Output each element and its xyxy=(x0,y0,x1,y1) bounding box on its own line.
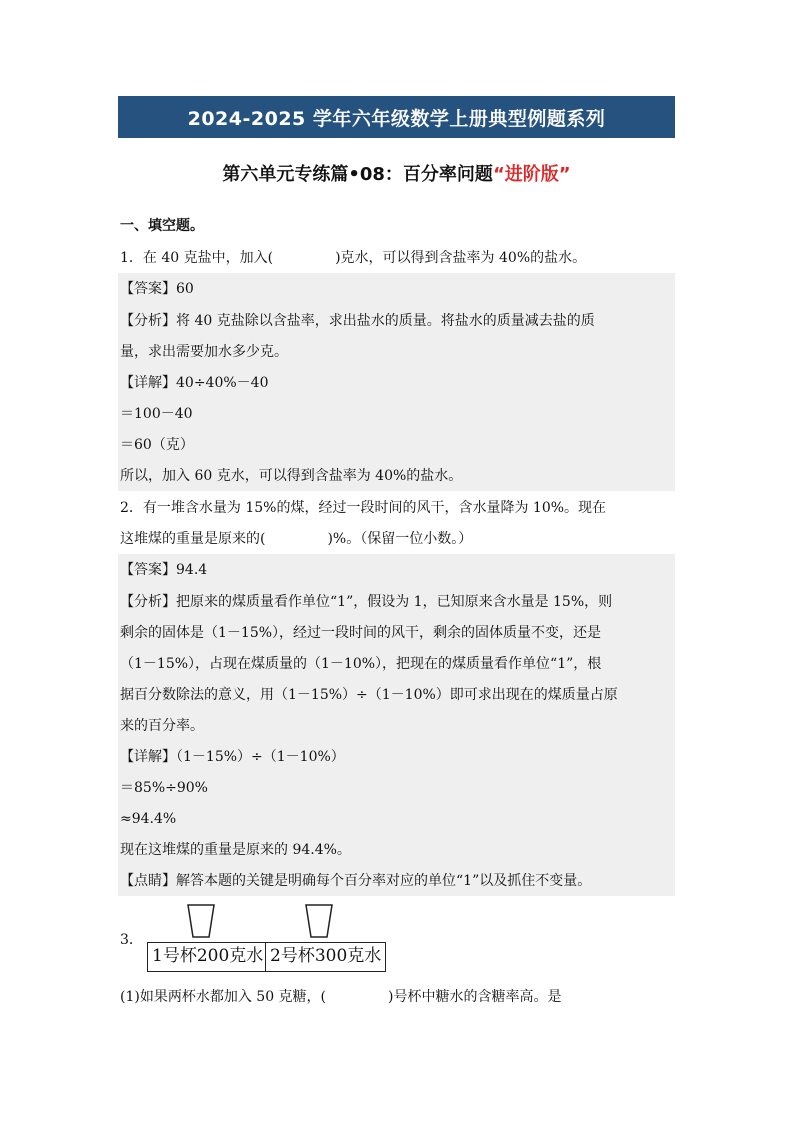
question-1-detail-line-2: ＝100－40 xyxy=(120,406,193,422)
question-2-line-1: 2．有一堆含水量为 15%的煤，经过一段时间的风干，含水量降为 10%。现在 xyxy=(120,500,607,516)
question-2-analysis-line-4: 据百分数除法的意义，用（1－15%）÷（1－10%）即可求出现在的煤质量占原 xyxy=(120,687,618,703)
question-1 xyxy=(120,248,586,268)
cup-2-icon xyxy=(305,904,333,938)
section-title: 一、填空题。 xyxy=(120,218,204,234)
subtitle-tag: “进阶版” xyxy=(492,164,571,185)
question-2-analysis-line-1: 【分析】把原来的煤质量看作单位“1”，假设为 1，已知原来含水量是 15%，则 xyxy=(120,594,613,610)
question-2-text-before: 这堆煤的重量是原来的( xyxy=(120,531,266,547)
question-2-analysis-line-2: 剩余的固体是（1－15%），经过一段时间的风干，剩余的固体质量不变，还是 xyxy=(120,625,602,641)
question-1-detail-line-3: ＝60（克） xyxy=(120,437,194,453)
cup-1-icon xyxy=(187,904,215,938)
question-1-answer: 【答案】60 xyxy=(120,281,194,297)
question-2-detail-line-2: ＝85%÷90% xyxy=(120,780,208,796)
question-2-answer: 【答案】94.4 xyxy=(120,562,208,578)
question-2-detail-line-1: 【详解】（1－15%）÷（1－10%） xyxy=(120,749,345,765)
subtitle-main: 第六单元专练篇•08：百分率问题 xyxy=(222,164,493,185)
question-2-line-2 xyxy=(120,529,472,549)
question-1-analysis-line-2: 量，求出需要加水多少克。 xyxy=(120,344,288,360)
question-2-tip: 【点睛】解答本题的关键是明确每个百分率对应的单位“1”以及抓住不变量。 xyxy=(120,873,592,889)
document-subtitle xyxy=(118,160,675,186)
question-1-detail-line-1: 【详解】40÷40%－40 xyxy=(120,375,269,391)
question-1-text-before: 1．在 40 克盐中，加入( xyxy=(120,250,274,266)
question-1-analysis-line-1: 【分析】将 40 克盐除以含盐率，求出盐水的质量。将盐水的质量减去盐的质 xyxy=(120,313,595,329)
cup-1-label: 1号杯200克水 xyxy=(147,942,268,972)
document-banner-title: 2024-2025 学年六年级数学上册典型例题系列 xyxy=(118,96,675,138)
question-2-detail-line-3: ≈94.4% xyxy=(120,811,177,827)
question-2-analysis-line-5: 来的百分率。 xyxy=(120,718,204,734)
cup-2-label: 2号杯300克水 xyxy=(265,942,386,972)
question-2-conclusion: 现在这堆煤的重量是原来的 94.4%。 xyxy=(120,842,351,858)
question-2-analysis-line-3: （1－15%），占现在煤质量的（1－10%），把现在的煤质量看作单位“1”，根 xyxy=(120,656,602,672)
question-3-sub-1 xyxy=(120,987,561,1007)
question-1-text-after: )克水，可以得到含盐率为 40%的盐水。 xyxy=(335,250,587,266)
question-1-conclusion: 所以，加入 60 克水，可以得到含盐率为 40%的盐水。 xyxy=(120,468,463,484)
question-3-sub-1-text-after: )号杯中糖水的含糖率高。是 xyxy=(388,989,562,1005)
question-3-sub-1-text-before: (1)如果两杯水都加入 50 克糖，( xyxy=(120,989,327,1005)
question-3-number: 3． xyxy=(120,932,143,948)
question-2-text-after: )%。（保留一位小数。） xyxy=(327,531,473,547)
